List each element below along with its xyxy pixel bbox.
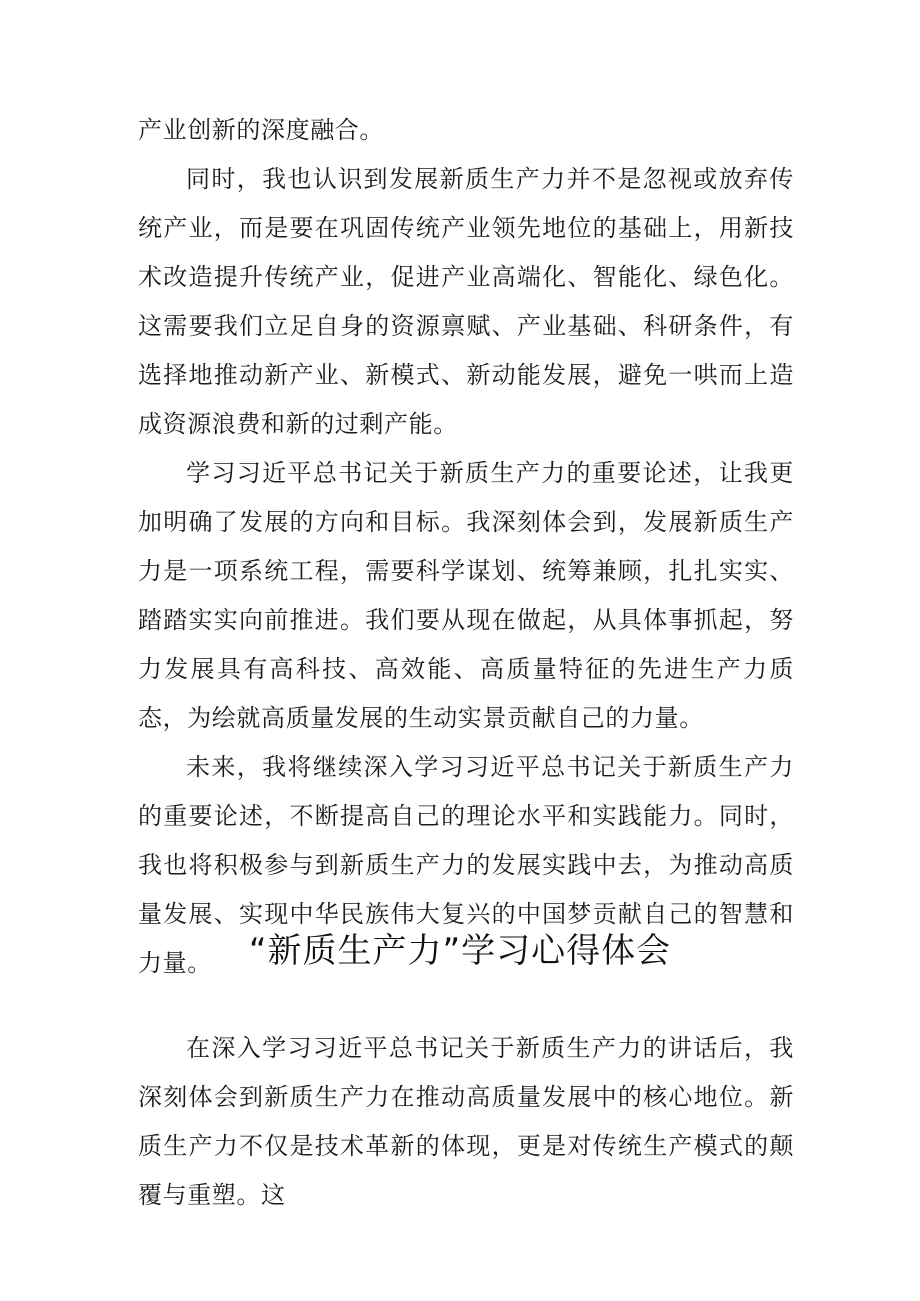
paragraph: 同时，我也认识到发展新质生产力并不是忽视或放弃传统产业，而是要在巩固传统产业领先地位的基础上，用新技术改造提升传统产业，促进产业高端化、智能化、绿色化。这需要我们立足自身的资源禀赋、产业基础、科研条件，有选择地推动新产业、新模式、新动能发展，避免一哄而上造成资源浪费和新的过剩产能。	[138, 165, 794, 438]
article-body-top	[138, 106, 794, 988]
section-title: “新质生产力”学习心得体会	[248, 931, 672, 971]
paragraph: 学习习近平总书记关于新质生产力的重要论述，让我更加明确了发展的方向和目标。我深刻体会到，发展新质生产力是一项系统工程，需要科学谋划、统筹兼顾，扎扎实实、踏踏实实向前推进。我们要从现在做起，从具体事抓起，努力发展具有高科技、高效能、高质量特征的先进生产力质态，为绘就高质量发展的生动实景贡献自己的力量。	[138, 459, 794, 732]
paragraph: 未来，我将继续深入学习习近平总书记关于新质生产力的重要论述，不断提高自己的理论水平和实践能力。同时，我也将积极参与到新质生产力的发展实践中去，为推动高质量发展、实现中华民族伟大复兴的中国梦贡献自己的智慧和力量。	[138, 753, 794, 977]
paragraph: 在深入学习习近平总书记关于新质生产力的讲话后，我深刻体会到新质生产力在推动高质量发展中的核心地位。新质生产力不仅是技术革新的体现，更是对传统生产模式的颠覆与重塑。这	[138, 1034, 794, 1209]
paragraph-continuation: 产业创新的深度融合。	[138, 116, 384, 144]
article-body-bottom	[138, 1024, 794, 1220]
